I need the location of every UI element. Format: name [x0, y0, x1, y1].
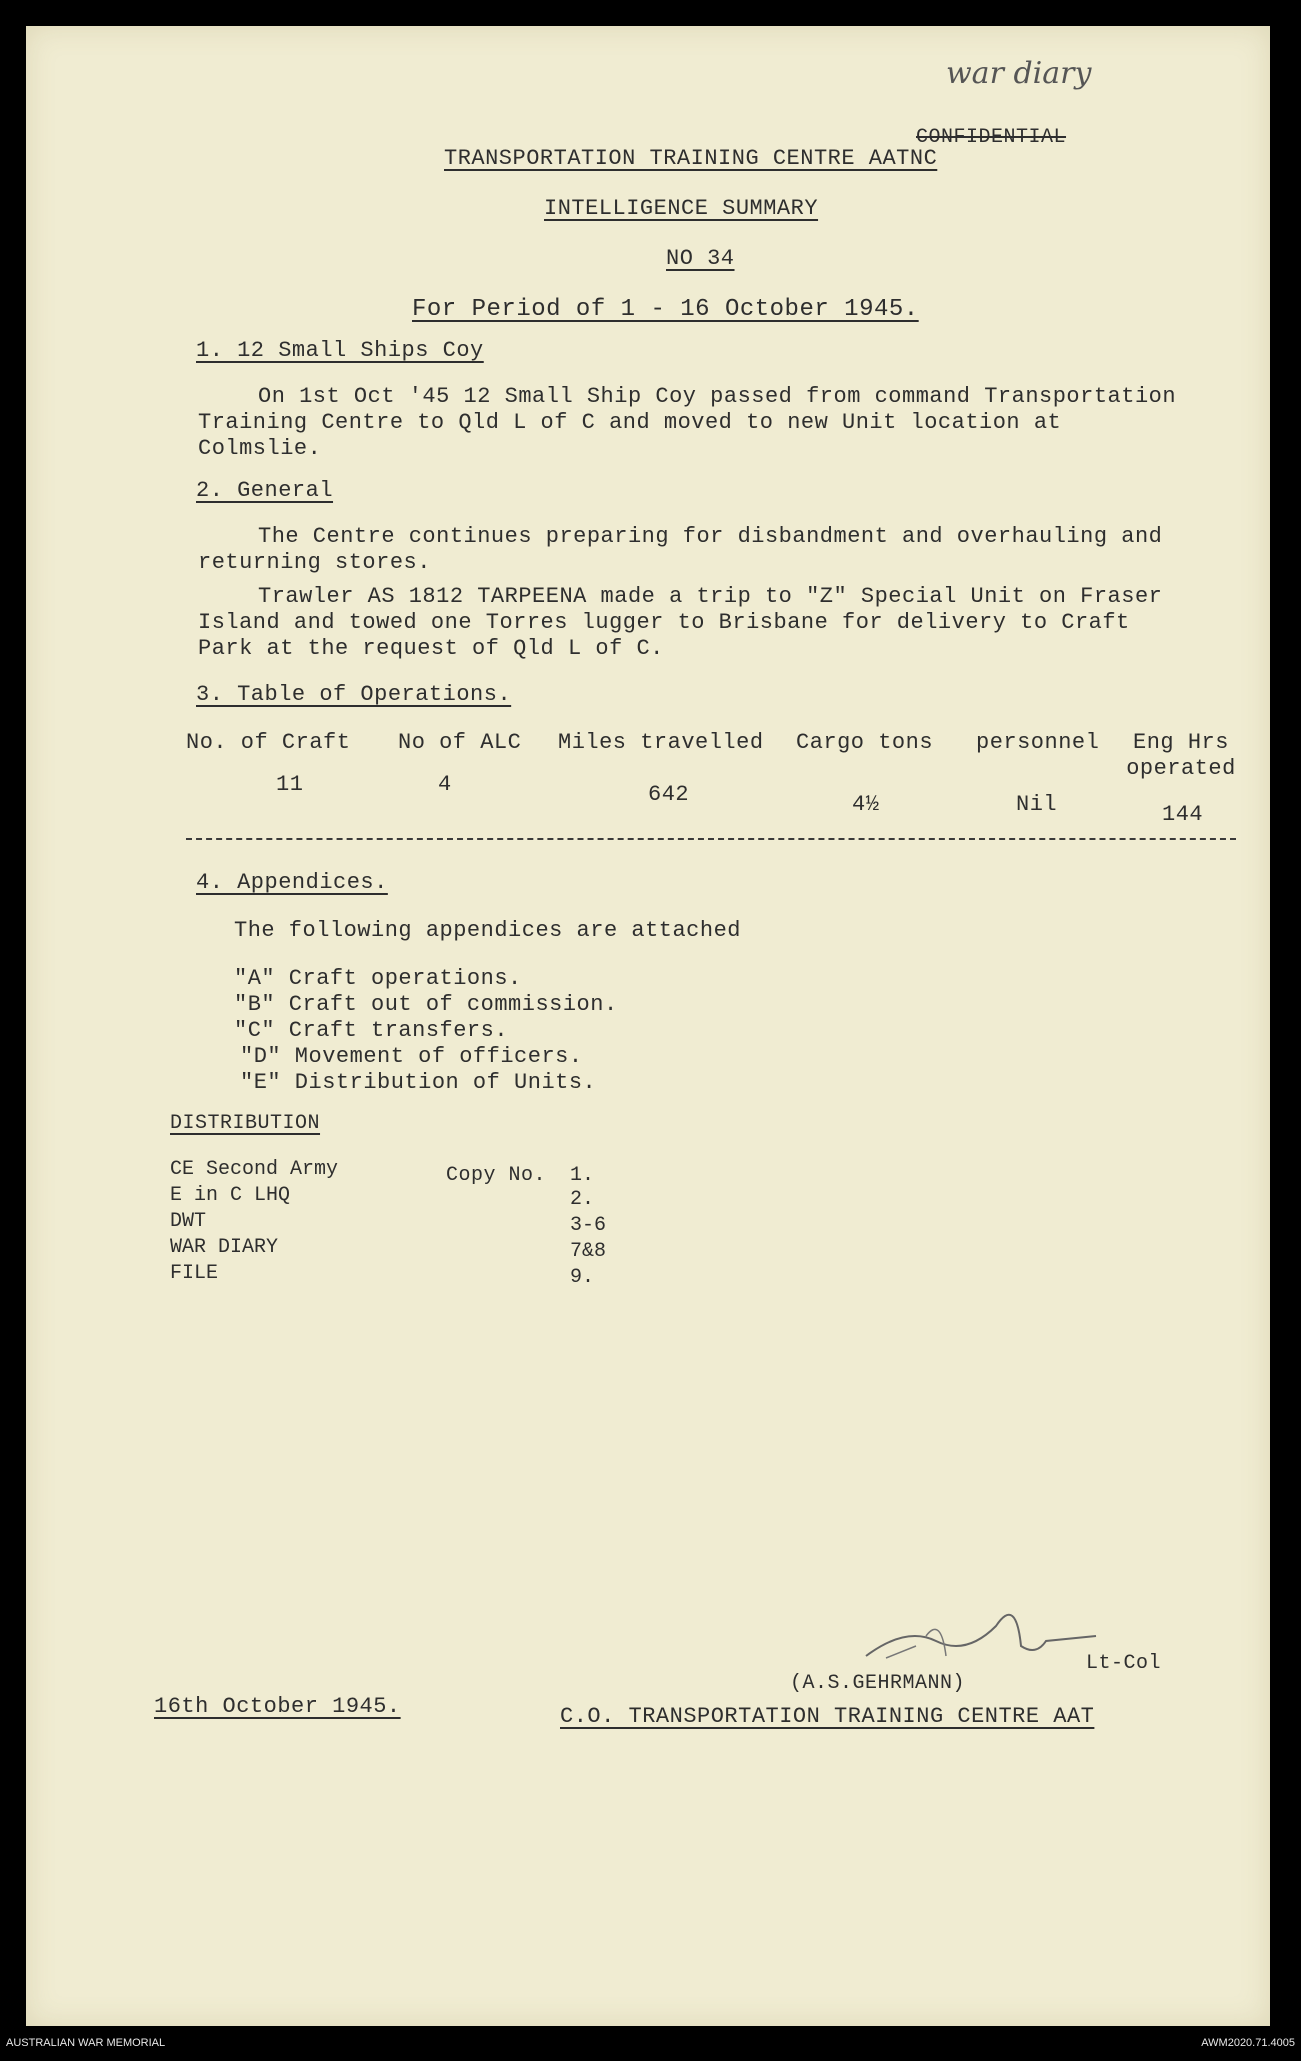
classification-stamp: CONFIDENTIAL: [916, 126, 1067, 149]
document-date: 16th October 1945.: [154, 1694, 401, 1719]
section-divider: [186, 838, 1236, 840]
section-text: Island and towed one Torres lugger to Brisbane for delivery to Craft: [198, 610, 1130, 635]
distribution-heading: DISTRIBUTION: [170, 1112, 321, 1135]
table-value-miles: 642: [648, 782, 690, 807]
table-value-craft: 11: [276, 772, 304, 797]
archive-footer-right: AWM2020.71.4005: [1201, 2037, 1295, 2049]
signatory-title: C.O. TRANSPORTATION TRAINING CENTRE AAT: [560, 1704, 1095, 1729]
table-header-craft: No. of Craft: [186, 730, 351, 755]
appendix-item: "C" Craft transfers.: [234, 1018, 509, 1043]
section-text: Park at the request of Qld L of C.: [198, 636, 664, 661]
section-text: Trawler AS 1812 TARPEENA made a trip to "Z" Special Unit on Fraser: [258, 584, 1163, 609]
appendix-item: "D" Movement of officers.: [240, 1044, 583, 1069]
section-text: returning stores.: [198, 550, 431, 575]
copy-no-label: Copy No.: [446, 1164, 547, 1187]
archive-footer: [0, 2026, 1301, 2061]
table-value-eng-hrs: 144: [1162, 802, 1204, 827]
table-header-cargo: Cargo tons: [796, 730, 934, 755]
distribution-copy: 2.: [570, 1188, 595, 1211]
table-value-alc: 4: [438, 772, 452, 797]
unit-title: TRANSPORTATION TRAINING CENTRE AATNC: [444, 146, 938, 171]
handwritten-war-diary-note: war diary: [946, 56, 1092, 91]
distribution-recipient: E in C LHQ: [170, 1184, 291, 1207]
section-text: Training Centre to Qld L of C and moved to new Unit location at: [198, 410, 1062, 435]
distribution-recipient: FILE: [170, 1262, 219, 1285]
archive-footer-left: AUSTRALIAN WAR MEMORIAL: [6, 2037, 166, 2049]
table-header-alc: No of ALC: [398, 730, 522, 755]
distribution-recipient: CE Second Army: [170, 1158, 339, 1181]
distribution-copy: 7&8: [570, 1240, 607, 1263]
distribution-recipient: WAR DIARY: [170, 1236, 279, 1259]
appendix-item: "E" Distribution of Units.: [240, 1070, 597, 1095]
signature-name: (A.S.GEHRMANN): [790, 1672, 966, 1695]
section-heading: 1. 12 Small Ships Coy: [196, 338, 484, 363]
table-value-personnel: Nil: [1016, 792, 1058, 817]
section-heading: 2. General: [196, 478, 334, 503]
section-text: On 1st Oct '45 12 Small Ship Coy passed from command Transportation: [258, 384, 1177, 409]
document-title: INTELLIGENCE SUMMARY: [544, 196, 819, 221]
distribution-copy: 1.: [570, 1164, 595, 1187]
section-heading: 3. Table of Operations.: [196, 682, 512, 707]
distribution-recipient: DWT: [170, 1210, 207, 1233]
document-page: [26, 26, 1270, 2026]
table-header-miles: Miles travelled: [558, 730, 764, 755]
appendix-item: "A" Craft operations.: [234, 966, 522, 991]
section-text: The Centre continues preparing for disbandment and overhauling and: [258, 524, 1163, 549]
distribution-copy: 9.: [570, 1266, 595, 1289]
appendices-intro: The following appendices are attached: [234, 918, 741, 943]
section-text: Colmslie.: [198, 436, 322, 461]
signature-rank: Lt-Col: [1086, 1652, 1162, 1675]
table-header-personnel: personnel: [976, 730, 1100, 755]
summary-number: NO 34: [666, 246, 735, 271]
period-line: For Period of 1 - 16 October 1945.: [412, 296, 919, 323]
distribution-copy: 3-6: [570, 1214, 607, 1237]
section-heading: 4. Appendices.: [196, 870, 388, 895]
handwritten-signature: [846, 1586, 1126, 1676]
table-value-cargo: 4½: [852, 792, 880, 817]
table-header-eng-hrs: Eng Hrs operated: [1126, 730, 1236, 781]
appendix-item: "B" Craft out of commission.: [234, 992, 618, 1017]
